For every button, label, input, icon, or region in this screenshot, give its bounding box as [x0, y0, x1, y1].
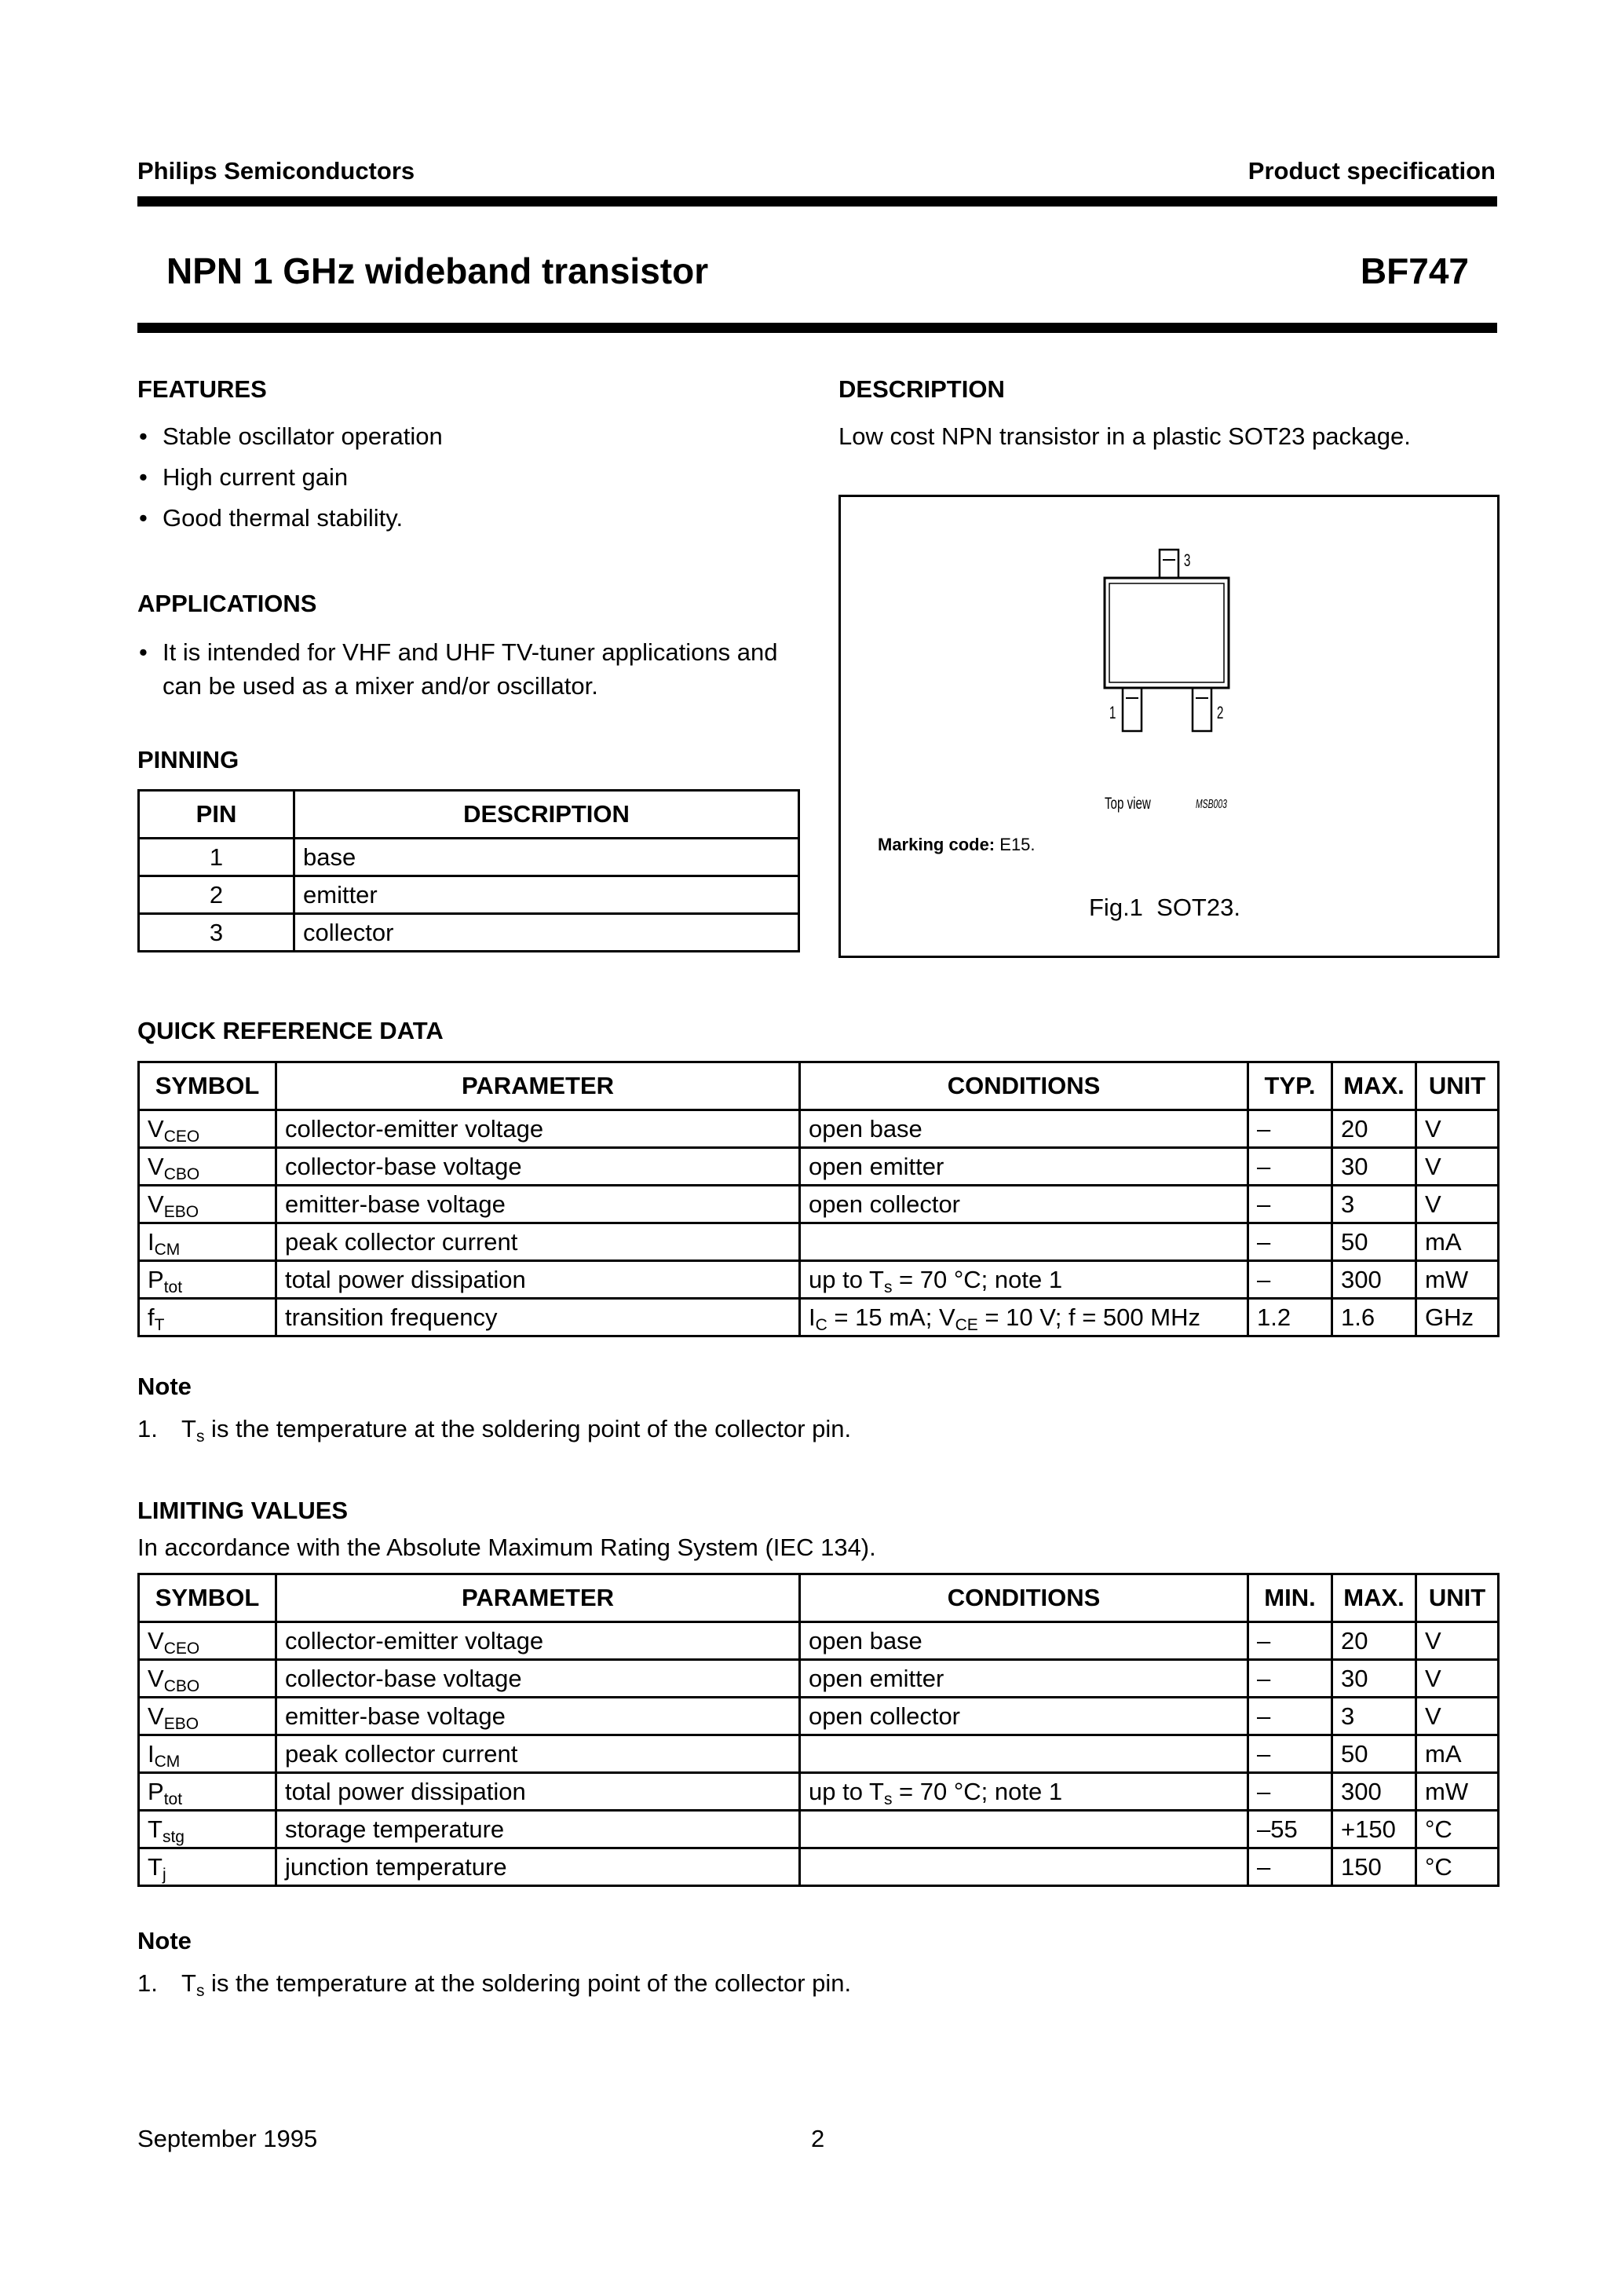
parameter: peak collector current: [276, 1223, 800, 1261]
col-max: MAX.: [1332, 1574, 1416, 1622]
unit: mW: [1416, 1261, 1499, 1299]
parameter: collector-base voltage: [276, 1148, 800, 1186]
symbol: $V_{EBO}$: [139, 1698, 276, 1735]
list-item: • Stable oscillator operation: [137, 419, 781, 453]
pin-number: 2: [139, 876, 294, 914]
table-row: [139, 1698, 1499, 1735]
qrd-note: 1. $T_s$ is the temperature at the soldering point of the collector pin.: [137, 1415, 852, 1446]
table-row: [139, 1622, 1499, 1660]
parameter: peak collector current: [276, 1735, 800, 1773]
symbol: $P_{tot}$: [139, 1261, 276, 1299]
pin-number: 3: [139, 914, 294, 952]
max: 3: [1332, 1186, 1416, 1223]
conditions: open collector: [800, 1698, 1248, 1735]
col-unit: UNIT: [1416, 1062, 1499, 1110]
conditions: open emitter: [800, 1660, 1248, 1698]
col-symbol: SYMBOL: [139, 1574, 276, 1622]
unit: V: [1416, 1110, 1499, 1148]
marking-code-value: E15.: [999, 835, 1036, 854]
unit: V: [1416, 1622, 1499, 1660]
unit: V: [1416, 1660, 1499, 1698]
col-parameter: PARAMETER: [276, 1574, 800, 1622]
max: 150: [1332, 1848, 1416, 1886]
conditions: $I_C = 15$ mA; $V_{CE} = 10$ V; f = 500 MHz: [800, 1299, 1248, 1336]
typ: 1.2: [1248, 1299, 1332, 1336]
typ: –: [1248, 1223, 1332, 1261]
pinning-heading: PINNING: [137, 746, 239, 773]
qrd-heading: QUICK REFERENCE DATA: [137, 1017, 444, 1044]
doc-type: Product specification: [1248, 157, 1496, 185]
max: 300: [1332, 1261, 1416, 1299]
conditions: up to $T_s = 70$ °C; note 1: [800, 1773, 1248, 1811]
pin-description: emitter: [294, 876, 799, 914]
unit: mA: [1416, 1735, 1499, 1773]
col-parameter: PARAMETER: [276, 1062, 800, 1110]
table-row: [139, 1660, 1499, 1698]
unit: V: [1416, 1698, 1499, 1735]
parameter: collector-emitter voltage: [276, 1110, 800, 1148]
table-row: [139, 1773, 1499, 1811]
col-max: MAX.: [1332, 1062, 1416, 1110]
unit: V: [1416, 1148, 1499, 1186]
max: 20: [1332, 1110, 1416, 1148]
unit: mA: [1416, 1223, 1499, 1261]
parameter: emitter-base voltage: [276, 1186, 800, 1223]
symbol: $I_{CM}$: [139, 1735, 276, 1773]
part-number: BF747: [1360, 250, 1469, 291]
symbol: $P_{tot}$: [139, 1773, 276, 1811]
max: 30: [1332, 1148, 1416, 1186]
pin1-label: 1: [1109, 703, 1116, 722]
limiting-values-intro: In accordance with the Absolute Maximum Rating System (IEC 134).: [137, 1534, 876, 1561]
package-figure: [838, 495, 1500, 958]
table-row: [139, 1223, 1499, 1261]
figure-caption: Fig.1 SOT23.: [1089, 894, 1240, 921]
typ: –: [1248, 1186, 1332, 1223]
marking-code: [878, 835, 1036, 855]
table-row: [139, 1186, 1499, 1223]
parameter: junction temperature: [276, 1848, 800, 1886]
list-item: • It is intended for VHF and UHF TV-tuner applications and can be used as a mixer and/or oscillator.: [137, 635, 789, 703]
min: –: [1248, 1660, 1332, 1698]
col-typ: TYP.: [1248, 1062, 1332, 1110]
table-row: [139, 1811, 1499, 1848]
conditions: open base: [800, 1110, 1248, 1148]
company-name: Philips Semiconductors: [137, 157, 415, 185]
list-item: • Good thermal stability.: [137, 501, 781, 535]
table-row: [139, 839, 799, 876]
col-conditions: CONDITIONS: [800, 1574, 1248, 1622]
max: 50: [1332, 1223, 1416, 1261]
table-row: [139, 1735, 1499, 1773]
table-row: [139, 1299, 1499, 1336]
max: 1.6: [1332, 1299, 1416, 1336]
limiting-values-heading: LIMITING VALUES: [137, 1497, 349, 1524]
typ: –: [1248, 1261, 1332, 1299]
qrd-note-heading: Note: [137, 1373, 192, 1400]
features-heading: FEATURES: [137, 375, 267, 403]
pin-description: base: [294, 839, 799, 876]
table-row: [139, 1148, 1499, 1186]
min: –: [1248, 1773, 1332, 1811]
pin3-label: 3: [1183, 550, 1191, 570]
max: 50: [1332, 1735, 1416, 1773]
page-title: NPN 1 GHz wideband transistor: [166, 250, 709, 291]
col-unit: UNIT: [1416, 1574, 1499, 1622]
description-text: Low cost NPN transistor in a plastic SOT23 package.: [838, 422, 1411, 450]
conditions: up to $T_s = 70$ °C; note 1: [800, 1261, 1248, 1299]
conditions: [800, 1223, 1248, 1261]
parameter: total power dissipation: [276, 1773, 800, 1811]
conditions: open base: [800, 1622, 1248, 1660]
pinning-table: [137, 789, 800, 952]
col-conditions: CONDITIONS: [800, 1062, 1248, 1110]
conditions: open collector: [800, 1186, 1248, 1223]
conditions: [800, 1735, 1248, 1773]
limiting-values-table: [137, 1573, 1500, 1887]
max: 3: [1332, 1698, 1416, 1735]
symbol: $f_T$: [139, 1299, 276, 1336]
min: –: [1248, 1698, 1332, 1735]
symbol: $T_j$: [139, 1848, 276, 1886]
unit: mW: [1416, 1773, 1499, 1811]
symbol: $V_{CEO}$: [139, 1622, 276, 1660]
unit: V: [1416, 1186, 1499, 1223]
lv-note: 1. $T_s$ is the temperature at the soldering point of the collector pin.: [137, 1969, 852, 2000]
marking-code-label: Marking code:: [878, 835, 995, 854]
parameter: total power dissipation: [276, 1261, 800, 1299]
lv-note-heading: Note: [137, 1927, 192, 1954]
symbol: $T_{stg}$: [139, 1811, 276, 1848]
unit: °C: [1416, 1848, 1499, 1886]
table-row: [139, 1110, 1499, 1148]
max: 300: [1332, 1773, 1416, 1811]
pin2-label: 2: [1216, 703, 1224, 722]
parameter: emitter-base voltage: [276, 1698, 800, 1735]
min: –: [1248, 1848, 1332, 1886]
max: +150: [1332, 1811, 1416, 1848]
col-min: MIN.: [1248, 1574, 1332, 1622]
max: 20: [1332, 1622, 1416, 1660]
min: –55: [1248, 1811, 1332, 1848]
col-description: DESCRIPTION: [294, 791, 799, 839]
symbol: $V_{CEO}$: [139, 1110, 276, 1148]
parameter: collector-base voltage: [276, 1660, 800, 1698]
table-row: [139, 876, 799, 914]
applications-heading: APPLICATIONS: [137, 590, 317, 617]
description-heading: DESCRIPTION: [838, 375, 1005, 403]
table-row: [139, 914, 799, 952]
title-rule: [137, 323, 1497, 333]
symbol: $I_{CM}$: [139, 1223, 276, 1261]
unit: °C: [1416, 1811, 1499, 1848]
drawing-code: MSB003: [1196, 798, 1227, 811]
col-pin: PIN: [139, 791, 294, 839]
max: 30: [1332, 1660, 1416, 1698]
sot23-outline-diagram: [841, 497, 1497, 956]
quick-reference-table: [137, 1061, 1500, 1337]
header-rule: [137, 196, 1497, 207]
col-symbol: SYMBOL: [139, 1062, 276, 1110]
parameter: transition frequency: [276, 1299, 800, 1336]
top-view-label: Top view: [1105, 795, 1151, 813]
conditions: open emitter: [800, 1148, 1248, 1186]
typ: –: [1248, 1148, 1332, 1186]
min: –: [1248, 1622, 1332, 1660]
symbol: $V_{CBO}$: [139, 1660, 276, 1698]
symbol: $V_{EBO}$: [139, 1186, 276, 1223]
conditions: [800, 1848, 1248, 1886]
footer-date: September 1995: [137, 2125, 318, 2152]
parameter: collector-emitter voltage: [276, 1622, 800, 1660]
page-number: 2: [811, 2125, 825, 2152]
table-row: [139, 1261, 1499, 1299]
table-row: [139, 1848, 1499, 1886]
conditions: [800, 1811, 1248, 1848]
min: –: [1248, 1735, 1332, 1773]
parameter: storage temperature: [276, 1811, 800, 1848]
unit: GHz: [1416, 1299, 1499, 1336]
pin-number: 1: [139, 839, 294, 876]
list-item: • High current gain: [137, 460, 781, 494]
symbol: $V_{CBO}$: [139, 1148, 276, 1186]
features-list: [137, 419, 781, 542]
applications-list: [137, 635, 789, 710]
pin-description: collector: [294, 914, 799, 952]
typ: –: [1248, 1110, 1332, 1148]
